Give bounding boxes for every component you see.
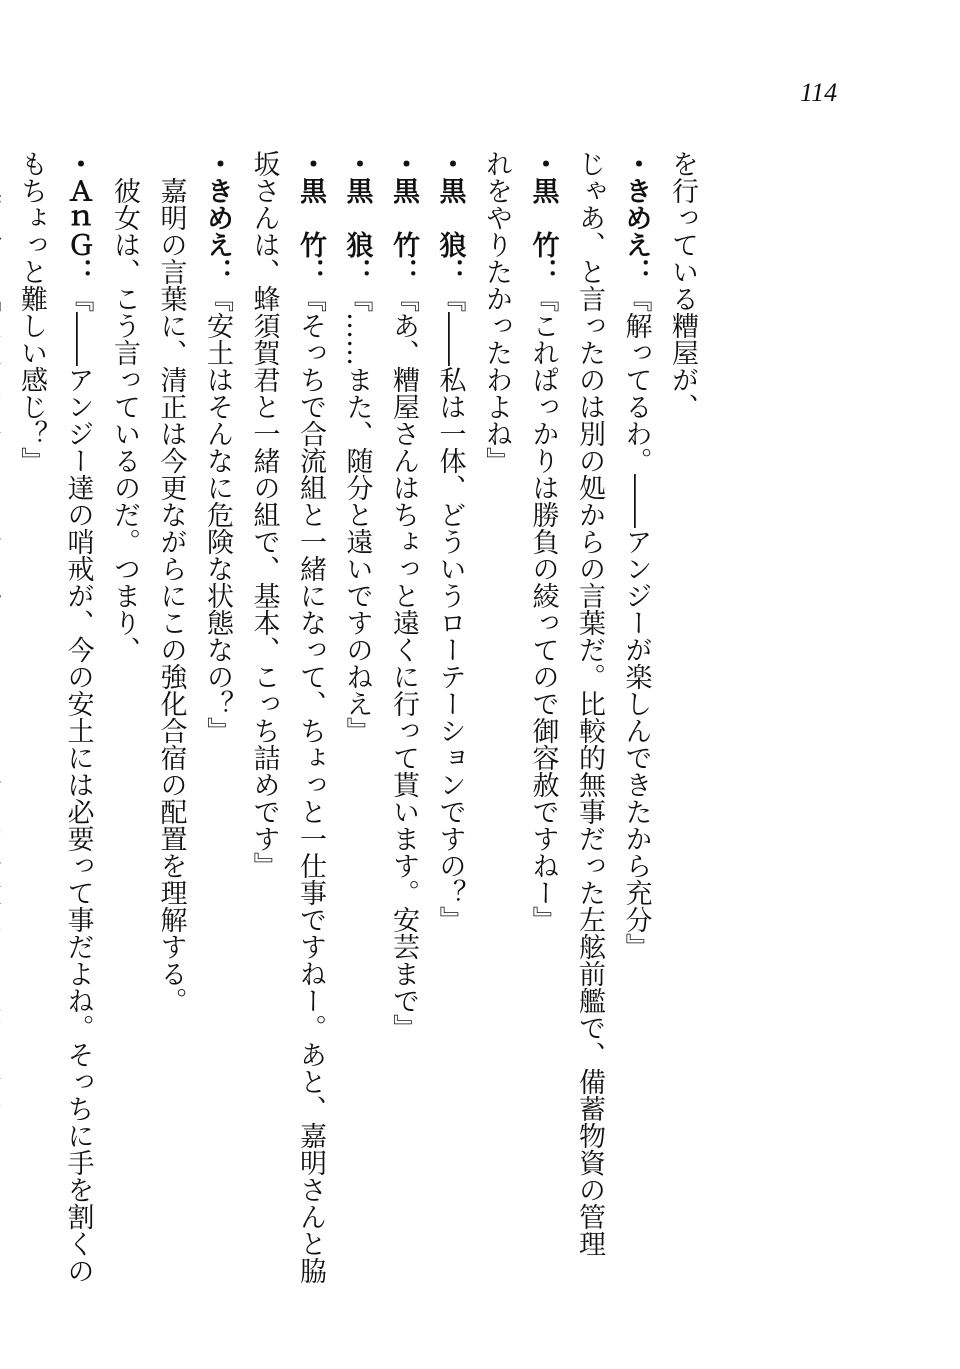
text-line	[54, 150, 101, 1320]
line-text	[0, 285, 1, 1257]
line-indent	[147, 150, 194, 177]
text-line	[0, 150, 8, 1320]
line-text: 『――アンジー達の哨戒が、今の安土には必要って事だよね。そっちに手を割くの	[62, 285, 94, 1284]
line-text: 『あ、糟屋さんはちょっと遠くに行って貰います。安芸まで』	[388, 285, 419, 1041]
line-text: 彼女は、こう言っているのだ。つまり、	[109, 177, 140, 663]
speaker-label: ・黒 狼：	[341, 150, 373, 285]
line-text: 『安土はそんなに危険な状態なの？』	[202, 285, 233, 744]
speaker-label: ・黒 竹：	[527, 150, 559, 285]
line-text: 『……また、随分と遠いですのねえ』	[341, 285, 373, 744]
page-number: 114	[800, 78, 838, 107]
line-text: を行っている糟屋が、	[667, 150, 698, 420]
speaker-label: ・黒 竹：	[295, 150, 326, 285]
line-indent	[101, 150, 148, 177]
text-line	[8, 150, 55, 1320]
line-text: 『これぱっかりは勝負の綾ってので御容赦ですねー』	[527, 285, 559, 933]
line-text: れをやりたかったわよね』	[481, 150, 512, 474]
text-line	[519, 150, 566, 1320]
text-line	[194, 150, 241, 1320]
speaker-label: ・きめえ：	[620, 150, 652, 285]
line-text: もちょっと難しい感じ？』	[16, 150, 47, 474]
speaker-label: ・黒 竹：	[388, 150, 419, 285]
text-line	[240, 150, 287, 1320]
text-line	[147, 150, 194, 1320]
speaker-label: ・きめえ：	[202, 150, 233, 285]
line-text: じゃあ、と言ったのは別の処からの言葉だ。比較的無事だった左舷前艦で、備蓄物資の管理	[574, 150, 605, 1257]
line-text: 『そっちで合流組と一緒になって、ちょっと一仕事ですねー。あと、嘉明さんと脇	[295, 285, 326, 1284]
body-text	[0, 150, 705, 1320]
speaker-label: ・黒 狼：	[434, 150, 466, 285]
speaker-label: ・ＡｎＧ：	[62, 150, 94, 285]
line-text: 『解ってるわ。――アンジーが楽しんできたから充分』	[620, 285, 652, 960]
text-line	[333, 150, 380, 1320]
text-line	[287, 150, 334, 1320]
text-line	[473, 150, 520, 1320]
text-line	[380, 150, 427, 1320]
text-line	[659, 150, 706, 1320]
text-line	[566, 150, 613, 1320]
text-line	[426, 150, 473, 1320]
text-line	[612, 150, 659, 1320]
text-line	[101, 150, 148, 1320]
line-text: 『――私は一体、どういうローテーションですの？』	[434, 285, 466, 933]
speaker-label	[0, 150, 1, 285]
line-text: 嘉明の言葉に、清正は今更ながらにこの強化合宿の配置を理解する。	[155, 177, 187, 1014]
line-text: 坂さんは、蜂須賀君と一緒の組で、基本、こっち詰めです』	[248, 150, 280, 879]
